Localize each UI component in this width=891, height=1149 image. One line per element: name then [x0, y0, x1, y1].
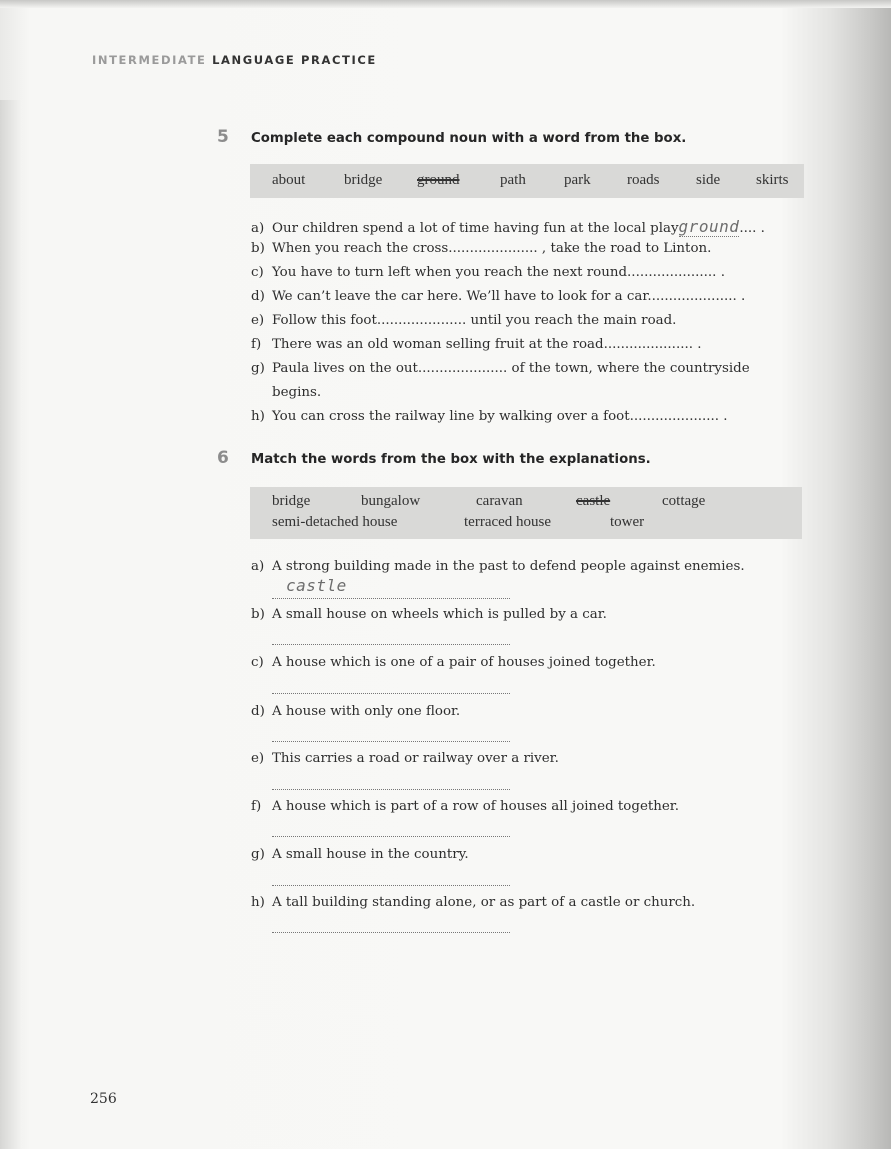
- header-series: INTERMEDIATE: [92, 53, 207, 67]
- item-label: h): [251, 895, 265, 910]
- item-label: a): [251, 559, 265, 574]
- item-text: A house with only one floor.: [272, 704, 461, 719]
- exercise-5-item-d: [251, 289, 745, 304]
- word-box-item: tower: [610, 514, 645, 530]
- item-text: There was an old woman selling fruit at the road..................... .: [272, 337, 702, 352]
- item-text-end: .... .: [739, 221, 765, 236]
- answer-line-f[interactable]: [272, 822, 510, 837]
- item-label: c): [251, 265, 264, 280]
- word-box-item: side: [696, 172, 721, 188]
- header-title: LANGUAGE PRACTICE: [212, 53, 377, 67]
- exercise-5-item-c: [251, 265, 725, 280]
- item-label: c): [251, 655, 264, 670]
- word-box-item: bungalow: [361, 493, 421, 509]
- answer-line-c[interactable]: [272, 679, 510, 694]
- item-label: d): [251, 704, 265, 719]
- exercise-6-word-box: [250, 487, 802, 539]
- exercise-6-item-d: [251, 704, 460, 719]
- item-text: You have to turn left when you reach the next round..................... .: [272, 265, 725, 280]
- word-box-item: path: [500, 172, 526, 188]
- item-text: A small house in the country.: [272, 847, 469, 862]
- exercise-5-word-box: [250, 164, 804, 198]
- item-text: Follow this foot..................... until you reach the main road.: [272, 313, 677, 328]
- word-box-item: skirts: [756, 172, 789, 188]
- exercise-5-instruction: Complete each compound noun with a word from the box.: [251, 131, 687, 146]
- exercise-5-number: 5: [217, 127, 229, 147]
- exercise-5-item-a: [251, 217, 765, 236]
- answer-line-d[interactable]: [272, 727, 510, 742]
- word-box-item: bridge: [344, 172, 383, 188]
- word-box-item-crossed: castle: [576, 493, 611, 509]
- exercise-5-item-f: [251, 337, 701, 352]
- word-box-item-crossed: ground: [417, 172, 460, 188]
- exercise-6-item-g: [251, 847, 469, 862]
- word-box-item: roads: [627, 172, 660, 188]
- exercise-6-item-e: [251, 751, 559, 766]
- page-top-edge: [0, 0, 891, 8]
- word-box-item: semi-detached house: [272, 514, 398, 530]
- answer-line-g[interactable]: [272, 871, 510, 886]
- exercise-5-item-e: [251, 313, 676, 328]
- handwritten-answer: ground: [678, 217, 740, 236]
- answer-line-b[interactable]: [272, 630, 510, 645]
- word-box-item: park: [564, 172, 591, 188]
- exercise-6-item-c: [251, 655, 656, 670]
- item-label: f): [251, 799, 262, 814]
- exercise-5-item-g: [251, 361, 750, 376]
- exercise-5-item-h: [251, 409, 728, 424]
- page-number: 256: [90, 1091, 117, 1107]
- item-label: h): [251, 409, 265, 424]
- item-label: b): [251, 607, 265, 622]
- answer-line-e[interactable]: [272, 775, 510, 790]
- exercise-6-instruction: Match the words from the box with the explanations.: [251, 452, 651, 467]
- exercise-6-item-f: [251, 799, 679, 814]
- exercise-6-number: 6: [217, 448, 229, 468]
- item-label: a): [251, 221, 265, 236]
- item-label: d): [251, 289, 265, 304]
- answer-blank[interactable]: [678, 217, 740, 237]
- item-text: A strong building made in the past to defend people against enemies.: [272, 559, 745, 574]
- item-text: Paula lives on the out..................... of the town, where the countryside: [272, 361, 750, 376]
- running-header: [92, 53, 377, 67]
- item-label: g): [251, 361, 265, 376]
- item-label: e): [251, 313, 265, 328]
- item-text: A house which is one of a pair of houses joined together.: [272, 655, 656, 670]
- handwritten-answer: castle: [286, 576, 347, 595]
- exercise-5-item-b: [251, 241, 711, 256]
- word-box-item: cottage: [662, 493, 706, 509]
- word-box-item: caravan: [476, 493, 523, 509]
- item-text: A small house on wheels which is pulled by a car.: [272, 607, 607, 622]
- item-text: This carries a road or railway over a river.: [272, 751, 559, 766]
- item-text: You can cross the railway line by walking over a foot..................... .: [272, 409, 728, 424]
- word-box-item: about: [272, 172, 306, 188]
- item-text: A house which is part of a row of houses all joined together.: [272, 799, 679, 814]
- item-text: When you reach the cross..................... , take the road to Linton.: [272, 241, 712, 256]
- item-text: Our children spend a lot of time having fun at the local play: [272, 221, 679, 236]
- item-label: f): [251, 337, 262, 352]
- item-text: A tall building standing alone, or as part of a castle or church.: [272, 895, 696, 910]
- page-left-shadow: [0, 100, 22, 1149]
- item-label: e): [251, 751, 265, 766]
- exercise-5-item-g-continued: begins.: [272, 385, 322, 400]
- word-box-item: bridge: [272, 493, 311, 509]
- item-label: g): [251, 847, 265, 862]
- word-box-item: terraced house: [464, 514, 552, 530]
- item-label: b): [251, 241, 265, 256]
- exercise-6-item-h: [251, 895, 695, 910]
- exercise-6-item-a: [251, 559, 745, 574]
- answer-line-a[interactable]: [272, 576, 510, 599]
- item-text: We can’t leave the car here. We’ll have to look for a car..................... .: [272, 289, 746, 304]
- exercise-6-item-b: [251, 607, 607, 622]
- answer-line-h[interactable]: [272, 918, 510, 933]
